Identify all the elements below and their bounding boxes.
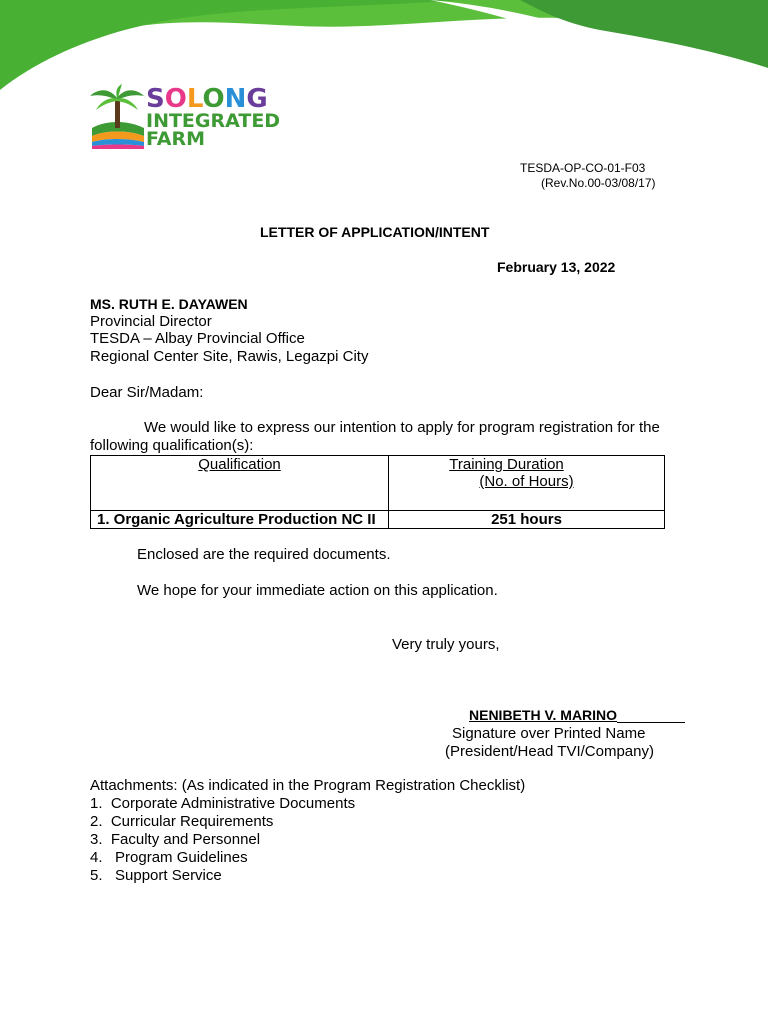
letter-date: February 13, 2022 [497,259,616,275]
logo-line-farm: FARM [146,128,206,150]
form-code: TESDA-OP-CO-01-F03 [520,161,646,175]
attachment-item: 5. Support Service [90,867,222,884]
attachments-heading: Attachments: (As indicated in the Program Registration Checklist) [90,777,526,794]
signatory-name: NENIBETH V. MARINO [469,707,685,723]
logo-line-solong: SOLONG [146,84,268,114]
form-revision: (Rev.No.00-03/08/17) [541,176,656,190]
signatory-caption-2: (President/Head TVI/Company) [445,743,654,760]
palm-tree-field-icon [88,84,146,150]
recipient-name: MS. RUTH E. DAYAWEN [90,296,248,312]
company-logo [88,84,328,150]
attachment-item: 3. Faculty and Personnel [90,831,261,848]
header-no-of-hours: (No. of Hours) [479,473,574,490]
table-row [91,511,665,529]
attachment-item: 1. Corporate Administrative Documents [90,795,356,812]
hope-line: We hope for your immediate action on this application. [137,582,498,599]
table-header-row [91,456,665,511]
header-qualification: Qualification [198,456,281,473]
intro-line-1: We would like to express our intention to apply for program registration for the [144,419,660,436]
intro-line-2: following qualification(s): [90,437,254,454]
header-training-duration: Training Duration [449,456,564,473]
attachment-item: 2. Curricular Requirements [90,813,274,830]
cell-qualification: 1. Organic Agriculture Production NC II [91,511,389,529]
recipient-office: TESDA – Albay Provincial Office [90,330,305,347]
recipient-position: Provincial Director [90,313,212,330]
cell-duration: 251 hours [389,511,665,529]
signature-line [617,708,685,723]
enclosed-line: Enclosed are the required documents. [137,546,391,563]
letter-title: LETTER OF APPLICATION/INTENT [260,224,490,240]
salutation: Dear Sir/Madam: [90,384,204,401]
qualification-table [90,455,665,529]
recipient-address: Regional Center Site, Rawis, Legazpi City [90,348,369,365]
closing-line: Very truly yours, [392,636,500,653]
attachment-item: 4. Program Guidelines [90,849,248,866]
signatory-caption-1: Signature over Printed Name [452,725,646,742]
logo-line-integrated: INTEGRATED [146,110,281,132]
